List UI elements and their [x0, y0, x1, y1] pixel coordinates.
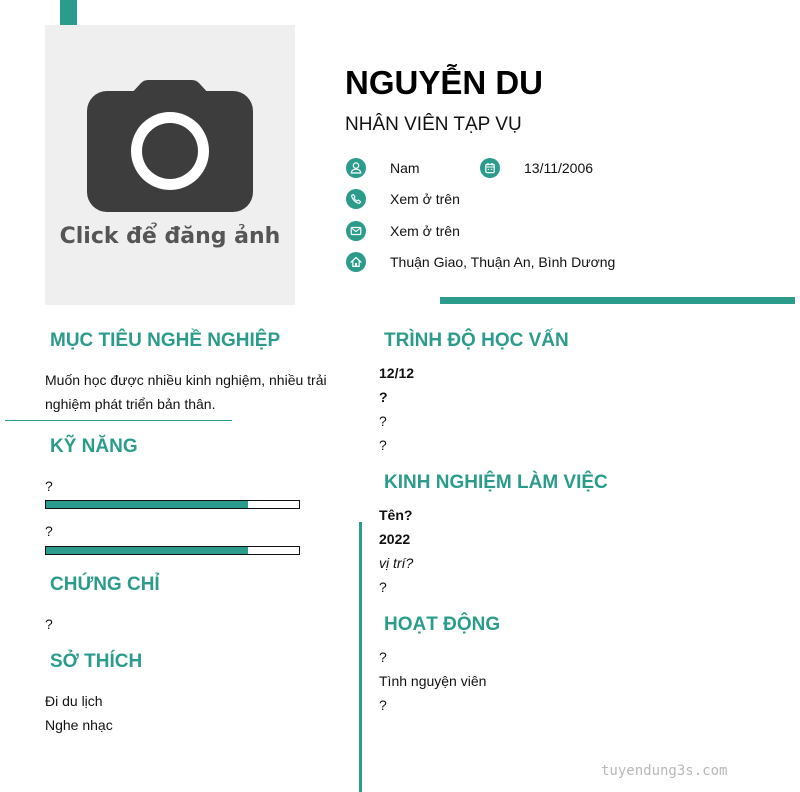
- experience-time: 2022: [379, 531, 411, 547]
- photo-upload-label[interactable]: Click để đăng ảnh: [59, 224, 281, 249]
- skill-level-bar: [45, 500, 300, 509]
- activity-role: Tình nguyện viên: [379, 673, 487, 689]
- photo-upload-area[interactable]: [45, 25, 295, 305]
- candidate-name: NGUYỄN DU: [345, 64, 544, 101]
- education-heading: TRÌNH ĐỘ HỌC VẤN: [384, 330, 569, 351]
- skill-level-bar: [45, 546, 300, 555]
- experience-heading: KINH NGHIỆM LÀM VIỆC: [384, 472, 608, 493]
- experience-company: Tên?: [379, 507, 413, 523]
- education-description: ?: [379, 437, 387, 453]
- mail-icon: [346, 221, 366, 241]
- education-major: ?: [379, 413, 387, 429]
- address-value: Thuận Giao, Thuận An, Bình Dương: [390, 254, 616, 270]
- email-value: Xem ở trên: [390, 223, 460, 239]
- objective-heading: MỤC TIÊU NGHỀ NGHIỆP: [50, 330, 281, 351]
- skill-level-fill: [46, 547, 248, 554]
- skill-level-fill: [46, 501, 248, 508]
- header-accent-bar: [440, 297, 795, 304]
- gender-value: Nam: [390, 160, 420, 176]
- hobby-item: Nghe nhạc: [45, 717, 113, 733]
- skill-name: ?: [45, 478, 53, 494]
- column-divider: [359, 522, 362, 792]
- hobbies-heading: SỞ THÍCH: [50, 651, 143, 672]
- activity-time: ?: [379, 649, 387, 665]
- objective-divider: [5, 420, 232, 421]
- phone-icon: [346, 189, 366, 209]
- camera-icon: [45, 25, 295, 305]
- watermark: tuyendung3s.com: [601, 763, 728, 779]
- skill-name: ?: [45, 523, 53, 539]
- certificate-item: ?: [45, 616, 53, 632]
- education-time: 12/12: [379, 365, 415, 381]
- education-school: ?: [379, 389, 388, 405]
- hobby-item: Đi du lịch: [45, 693, 103, 709]
- experience-position: vị trí?: [379, 555, 414, 571]
- job-title: NHÂN VIÊN TẠP VỤ: [345, 114, 522, 135]
- activity-description: ?: [379, 697, 387, 713]
- objective-text: Muốn học được nhiều kinh nghiệm, nhiều trải nghiệm phát triển bản thân.: [45, 372, 327, 412]
- skills-heading: KỸ NĂNG: [50, 436, 138, 457]
- certificates-heading: CHỨNG CHỈ: [50, 574, 160, 595]
- calendar-icon: [480, 158, 500, 178]
- birthday-value: 13/11/2006: [524, 160, 594, 176]
- home-icon: [346, 252, 366, 272]
- experience-description: ?: [379, 579, 387, 595]
- activities-heading: HOẠT ĐỘNG: [384, 614, 501, 635]
- user-icon: [346, 158, 366, 178]
- phone-value: Xem ở trên: [390, 191, 460, 207]
